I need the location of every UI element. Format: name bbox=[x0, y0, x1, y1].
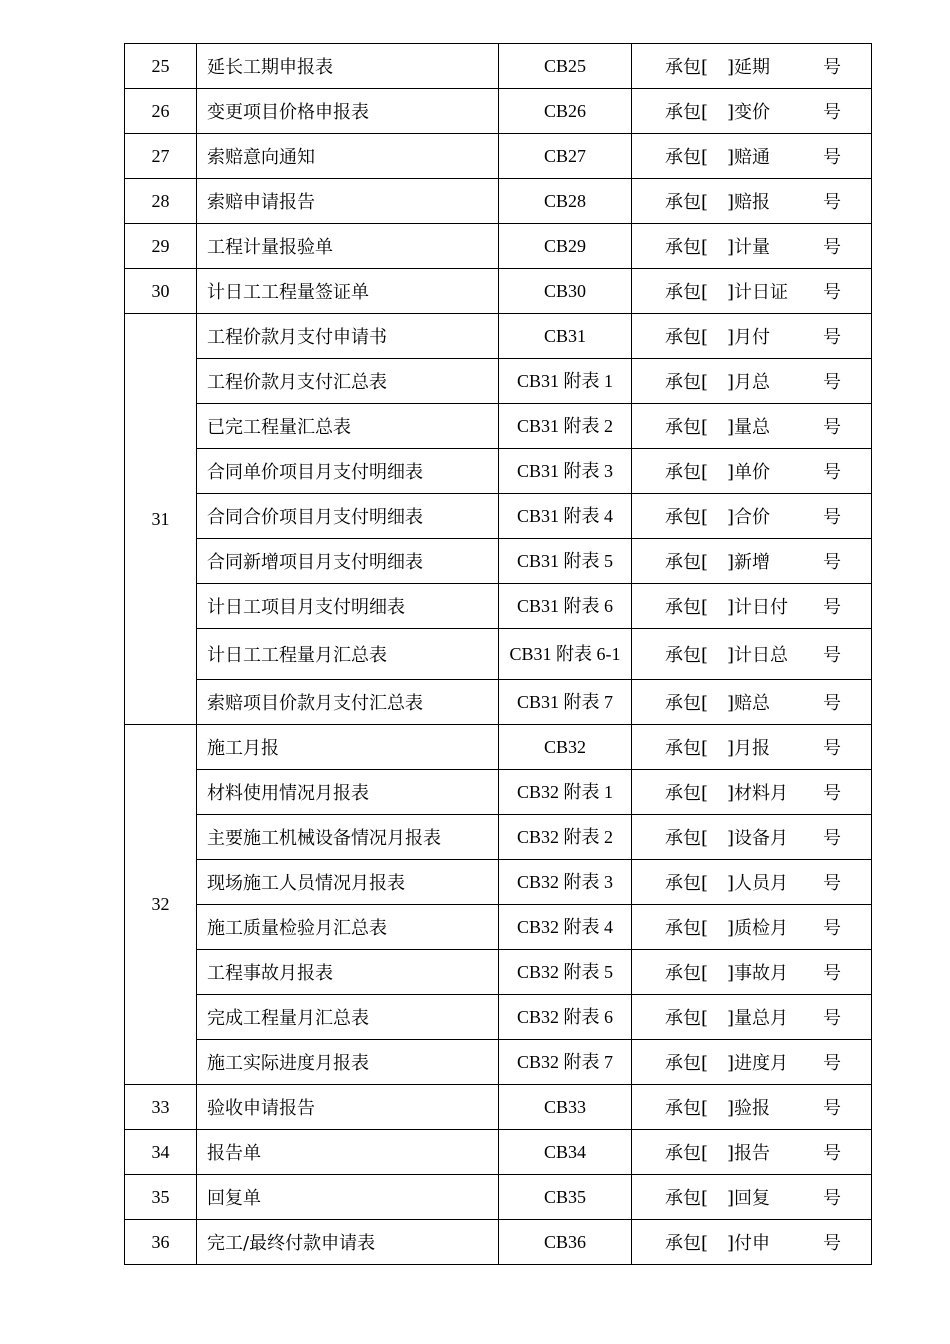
reference-abbrev: ]量总 bbox=[727, 417, 771, 438]
reference-prefix: 承包[ bbox=[665, 57, 709, 78]
row-number: 32 bbox=[125, 725, 197, 1085]
form-name: 合同合价项目月支付明细表 bbox=[197, 494, 499, 539]
reference-prefix: 承包[ bbox=[665, 327, 709, 348]
form-name: 施工质量检验月汇总表 bbox=[197, 905, 499, 950]
form-reference bbox=[632, 89, 872, 134]
reference-prefix: 承包[ bbox=[665, 738, 709, 759]
table-row bbox=[125, 1175, 872, 1220]
reference-suffix: 号 bbox=[823, 645, 841, 666]
reference-abbrev: ]报告 bbox=[727, 1143, 771, 1164]
reference-abbrev: ]进度月 bbox=[727, 1053, 789, 1074]
table-row bbox=[125, 1040, 872, 1085]
form-reference bbox=[632, 539, 872, 584]
row-number: 31 bbox=[125, 314, 197, 725]
form-reference bbox=[632, 404, 872, 449]
reference-prefix: 承包[ bbox=[665, 1008, 709, 1029]
reference-prefix: 承包[ bbox=[665, 417, 709, 438]
reference-prefix: 承包[ bbox=[665, 147, 709, 168]
reference-abbrev: ]变价 bbox=[727, 102, 771, 123]
reference-suffix: 号 bbox=[823, 327, 841, 348]
form-name: 施工实际进度月报表 bbox=[197, 1040, 499, 1085]
form-reference bbox=[632, 1040, 872, 1085]
reference-prefix: 承包[ bbox=[665, 102, 709, 123]
row-number: 35 bbox=[125, 1175, 197, 1220]
reference-prefix: 承包[ bbox=[665, 1233, 709, 1254]
reference-suffix: 号 bbox=[823, 237, 841, 258]
reference-abbrev: ]量总月 bbox=[727, 1008, 789, 1029]
reference-prefix: 承包[ bbox=[665, 1098, 709, 1119]
form-index-table bbox=[124, 43, 872, 1265]
reference-suffix: 号 bbox=[823, 738, 841, 759]
form-reference bbox=[632, 269, 872, 314]
table-row bbox=[125, 494, 872, 539]
reference-suffix: 号 bbox=[823, 828, 841, 849]
form-code: CB31 附表 5 bbox=[499, 539, 632, 584]
reference-suffix: 号 bbox=[823, 1098, 841, 1119]
row-number: 29 bbox=[125, 224, 197, 269]
form-name: 主要施工机械设备情况月报表 bbox=[197, 815, 499, 860]
form-reference bbox=[632, 224, 872, 269]
reference-abbrev: ]质检月 bbox=[727, 918, 789, 939]
form-name: 索赔意向通知 bbox=[197, 134, 499, 179]
form-code: CB32 附表 5 bbox=[499, 950, 632, 995]
table-row bbox=[125, 44, 872, 89]
form-name: 施工月报 bbox=[197, 725, 499, 770]
form-name: 工程计量报验单 bbox=[197, 224, 499, 269]
reference-suffix: 号 bbox=[823, 507, 841, 528]
form-code: CB31 附表 1 bbox=[499, 359, 632, 404]
form-code: CB36 bbox=[499, 1220, 632, 1265]
reference-prefix: 承包[ bbox=[665, 1188, 709, 1209]
reference-prefix: 承包[ bbox=[665, 462, 709, 483]
reference-abbrev: ]回复 bbox=[727, 1188, 771, 1209]
form-code: CB32 bbox=[499, 725, 632, 770]
reference-suffix: 号 bbox=[823, 1188, 841, 1209]
row-number: 33 bbox=[125, 1085, 197, 1130]
reference-prefix: 承包[ bbox=[665, 282, 709, 303]
reference-abbrev: ]赔通 bbox=[727, 147, 771, 168]
reference-prefix: 承包[ bbox=[665, 1143, 709, 1164]
reference-abbrev: ]月付 bbox=[727, 327, 771, 348]
reference-abbrev: ]合价 bbox=[727, 507, 771, 528]
reference-prefix: 承包[ bbox=[665, 237, 709, 258]
reference-prefix: 承包[ bbox=[665, 1053, 709, 1074]
table-row bbox=[125, 680, 872, 725]
form-reference bbox=[632, 1085, 872, 1130]
form-code: CB27 bbox=[499, 134, 632, 179]
form-reference bbox=[632, 44, 872, 89]
table-row bbox=[125, 905, 872, 950]
form-name: 延长工期申报表 bbox=[197, 44, 499, 89]
form-reference bbox=[632, 359, 872, 404]
table-row bbox=[125, 314, 872, 359]
form-reference bbox=[632, 815, 872, 860]
reference-suffix: 号 bbox=[823, 1008, 841, 1029]
form-reference bbox=[632, 995, 872, 1040]
row-number: 34 bbox=[125, 1130, 197, 1175]
row-number: 36 bbox=[125, 1220, 197, 1265]
reference-prefix: 承包[ bbox=[665, 693, 709, 714]
reference-suffix: 号 bbox=[823, 963, 841, 984]
reference-abbrev: ]新增 bbox=[727, 552, 771, 573]
table-row bbox=[125, 404, 872, 449]
reference-prefix: 承包[ bbox=[665, 192, 709, 213]
reference-prefix: 承包[ bbox=[665, 828, 709, 849]
table-row bbox=[125, 224, 872, 269]
row-number: 26 bbox=[125, 89, 197, 134]
table-row bbox=[125, 1085, 872, 1130]
reference-suffix: 号 bbox=[823, 192, 841, 213]
table-row bbox=[125, 359, 872, 404]
form-code: CB34 bbox=[499, 1130, 632, 1175]
table-row bbox=[125, 1220, 872, 1265]
form-reference bbox=[632, 950, 872, 995]
row-number: 30 bbox=[125, 269, 197, 314]
table-row bbox=[125, 815, 872, 860]
form-code: CB33 bbox=[499, 1085, 632, 1130]
form-name: 材料使用情况月报表 bbox=[197, 770, 499, 815]
form-name: 现场施工人员情况月报表 bbox=[197, 860, 499, 905]
form-code: CB30 bbox=[499, 269, 632, 314]
reference-abbrev: ]赔总 bbox=[727, 693, 771, 714]
reference-abbrev: ]计日总 bbox=[727, 645, 789, 666]
form-reference bbox=[632, 1220, 872, 1265]
form-name: 计日工项目月支付明细表 bbox=[197, 584, 499, 629]
reference-abbrev: ]月总 bbox=[727, 372, 771, 393]
reference-suffix: 号 bbox=[823, 102, 841, 123]
reference-suffix: 号 bbox=[823, 372, 841, 393]
form-code: CB29 bbox=[499, 224, 632, 269]
reference-abbrev: ]计日付 bbox=[727, 597, 789, 618]
reference-suffix: 号 bbox=[823, 417, 841, 438]
reference-suffix: 号 bbox=[823, 918, 841, 939]
form-name: 工程价款月支付申请书 bbox=[197, 314, 499, 359]
form-reference bbox=[632, 905, 872, 950]
form-reference bbox=[632, 629, 872, 680]
table-row bbox=[125, 995, 872, 1040]
form-code: CB32 附表 6 bbox=[499, 995, 632, 1040]
reference-prefix: 承包[ bbox=[665, 597, 709, 618]
table-row bbox=[125, 725, 872, 770]
reference-abbrev: ]计日证 bbox=[727, 282, 789, 303]
reference-suffix: 号 bbox=[823, 1233, 841, 1254]
form-code: CB31 附表 6 bbox=[499, 584, 632, 629]
form-reference bbox=[632, 725, 872, 770]
form-name: 验收申请报告 bbox=[197, 1085, 499, 1130]
reference-abbrev: ]设备月 bbox=[727, 828, 789, 849]
form-name: 变更项目价格申报表 bbox=[197, 89, 499, 134]
form-name: 合同单价项目月支付明细表 bbox=[197, 449, 499, 494]
reference-abbrev: ]赔报 bbox=[727, 192, 771, 213]
form-code: CB31 附表 6-1 bbox=[499, 629, 632, 680]
form-code: CB31 bbox=[499, 314, 632, 359]
reference-suffix: 号 bbox=[823, 462, 841, 483]
table-row bbox=[125, 89, 872, 134]
reference-abbrev: ]事故月 bbox=[727, 963, 789, 984]
reference-prefix: 承包[ bbox=[665, 372, 709, 393]
form-code: CB31 附表 3 bbox=[499, 449, 632, 494]
form-name: 索赔申请报告 bbox=[197, 179, 499, 224]
table-row bbox=[125, 584, 872, 629]
reference-abbrev: ]月报 bbox=[727, 738, 771, 759]
form-name: 回复单 bbox=[197, 1175, 499, 1220]
form-reference bbox=[632, 584, 872, 629]
form-code: CB32 附表 3 bbox=[499, 860, 632, 905]
table-row bbox=[125, 770, 872, 815]
form-reference bbox=[632, 1130, 872, 1175]
reference-prefix: 承包[ bbox=[665, 873, 709, 894]
reference-suffix: 号 bbox=[823, 147, 841, 168]
table-row bbox=[125, 179, 872, 224]
form-name: 计日工工程量签证单 bbox=[197, 269, 499, 314]
reference-abbrev: ]单价 bbox=[727, 462, 771, 483]
form-name: 计日工工程量月汇总表 bbox=[197, 629, 499, 680]
form-name: 完成工程量月汇总表 bbox=[197, 995, 499, 1040]
form-reference bbox=[632, 770, 872, 815]
form-code: CB25 bbox=[499, 44, 632, 89]
table-row bbox=[125, 539, 872, 584]
reference-suffix: 号 bbox=[823, 783, 841, 804]
form-code: CB31 附表 2 bbox=[499, 404, 632, 449]
reference-prefix: 承包[ bbox=[665, 507, 709, 528]
reference-prefix: 承包[ bbox=[665, 645, 709, 666]
reference-prefix: 承包[ bbox=[665, 963, 709, 984]
form-reference bbox=[632, 860, 872, 905]
reference-abbrev: ]人员月 bbox=[727, 873, 789, 894]
form-code: CB31 附表 4 bbox=[499, 494, 632, 539]
form-reference bbox=[632, 179, 872, 224]
reference-abbrev: ]付申 bbox=[727, 1233, 771, 1254]
row-number: 28 bbox=[125, 179, 197, 224]
form-reference bbox=[632, 494, 872, 539]
reference-suffix: 号 bbox=[823, 552, 841, 573]
form-code: CB28 bbox=[499, 179, 632, 224]
table-row bbox=[125, 629, 872, 680]
reference-suffix: 号 bbox=[823, 282, 841, 303]
reference-suffix: 号 bbox=[823, 597, 841, 618]
form-index-body bbox=[125, 44, 872, 1265]
reference-abbrev: ]材料月 bbox=[727, 783, 789, 804]
table-row bbox=[125, 950, 872, 995]
form-code: CB26 bbox=[499, 89, 632, 134]
form-code: CB35 bbox=[499, 1175, 632, 1220]
reference-suffix: 号 bbox=[823, 693, 841, 714]
reference-abbrev: ]计量 bbox=[727, 237, 771, 258]
form-name: 报告单 bbox=[197, 1130, 499, 1175]
reference-prefix: 承包[ bbox=[665, 552, 709, 573]
form-name: 索赔项目价款月支付汇总表 bbox=[197, 680, 499, 725]
form-code: CB32 附表 2 bbox=[499, 815, 632, 860]
form-code: CB32 附表 1 bbox=[499, 770, 632, 815]
form-code: CB32 附表 7 bbox=[499, 1040, 632, 1085]
form-reference bbox=[632, 449, 872, 494]
table-row bbox=[125, 269, 872, 314]
reference-prefix: 承包[ bbox=[665, 918, 709, 939]
reference-abbrev: ]延期 bbox=[727, 57, 771, 78]
reference-suffix: 号 bbox=[823, 873, 841, 894]
reference-prefix: 承包[ bbox=[665, 783, 709, 804]
form-name: 已完工程量汇总表 bbox=[197, 404, 499, 449]
reference-abbrev: ]验报 bbox=[727, 1098, 771, 1119]
reference-suffix: 号 bbox=[823, 1053, 841, 1074]
form-name: 工程事故月报表 bbox=[197, 950, 499, 995]
table-row bbox=[125, 134, 872, 179]
reference-suffix: 号 bbox=[823, 1143, 841, 1164]
form-name: 合同新增项目月支付明细表 bbox=[197, 539, 499, 584]
row-number: 27 bbox=[125, 134, 197, 179]
form-reference bbox=[632, 134, 872, 179]
table-row bbox=[125, 449, 872, 494]
form-reference bbox=[632, 1175, 872, 1220]
table-row bbox=[125, 860, 872, 905]
reference-suffix: 号 bbox=[823, 57, 841, 78]
table-row bbox=[125, 1130, 872, 1175]
form-reference bbox=[632, 680, 872, 725]
row-number: 25 bbox=[125, 44, 197, 89]
form-reference bbox=[632, 314, 872, 359]
form-name: 工程价款月支付汇总表 bbox=[197, 359, 499, 404]
form-code: CB32 附表 4 bbox=[499, 905, 632, 950]
form-code: CB31 附表 7 bbox=[499, 680, 632, 725]
form-name: 完工/最终付款申请表 bbox=[197, 1220, 499, 1265]
